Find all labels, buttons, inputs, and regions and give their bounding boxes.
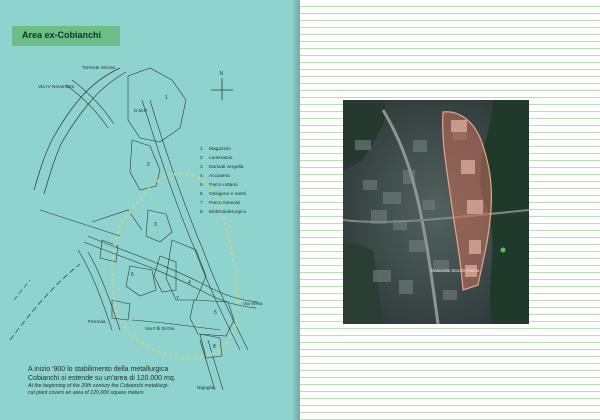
label-ferrovia: Ferrovia bbox=[88, 320, 106, 325]
legend-label: Parco rottami bbox=[209, 183, 238, 188]
caption-italian-2: Cobianchi si estende su un'area di 120.000 mq. bbox=[28, 375, 176, 382]
railway-line bbox=[10, 264, 80, 340]
caption-english-1: At the beginning of the 20th century the Cobianchi metallurgi- bbox=[28, 383, 169, 389]
building-number: 2 bbox=[147, 162, 150, 168]
legend-num: 7 bbox=[200, 201, 203, 206]
label-dmp: D.M.P. bbox=[134, 109, 149, 114]
legend-label: Parco minerali bbox=[209, 201, 240, 206]
building-number: 7 bbox=[176, 296, 179, 302]
page-title: Area ex-Cobianchi bbox=[22, 30, 102, 40]
legend-num: 8 bbox=[200, 210, 203, 215]
compass-icon bbox=[211, 78, 233, 100]
caption-english-2: cal plant covers an area of 120,000 square meters bbox=[28, 389, 144, 396]
legend-label: Magazzini bbox=[209, 147, 231, 152]
building-number: 8 bbox=[213, 344, 216, 350]
photo-label: Innocenzo Stocchi Piazza bbox=[431, 268, 479, 273]
building-number: 6 bbox=[131, 272, 134, 278]
building-number: 1 bbox=[165, 95, 168, 101]
building-number: 4 bbox=[188, 280, 191, 286]
legend-num: 6 bbox=[200, 192, 203, 197]
aerial-photo bbox=[343, 100, 529, 324]
label-via-verta: Via Verta bbox=[243, 302, 263, 307]
label-via-iv-novembre: Via IV Novembre bbox=[38, 85, 75, 90]
legend-num: 4 bbox=[200, 174, 203, 179]
label-via-fdi-dio: Via F.lli Di Dio bbox=[145, 327, 175, 332]
legend-label: Ossigeno e nastri bbox=[209, 192, 247, 197]
legend-label: Elettrosiderurgico bbox=[209, 210, 247, 215]
caption-italian-1: A inizio '900 lo stabilimento della metallurgica bbox=[28, 366, 169, 373]
legend-num: 5 bbox=[200, 183, 203, 188]
compass-label: N bbox=[219, 71, 224, 77]
caption bbox=[28, 365, 278, 396]
legend-num: 2 bbox=[200, 156, 203, 161]
legend-num: 1 bbox=[200, 147, 203, 152]
legend-label: Laminatoio bbox=[209, 156, 233, 161]
label-nigoglia: Nigoglia bbox=[197, 386, 215, 391]
legend-label: Derivati vergella bbox=[209, 165, 244, 170]
building-number: 3 bbox=[154, 222, 157, 228]
map-legend bbox=[200, 146, 247, 215]
legend-num: 3 bbox=[200, 165, 203, 170]
roads bbox=[40, 80, 258, 390]
building-number: 5 bbox=[214, 310, 217, 316]
legend-label: Acciaieria bbox=[209, 174, 230, 179]
label-torrente: Torrente Strona bbox=[82, 66, 116, 71]
